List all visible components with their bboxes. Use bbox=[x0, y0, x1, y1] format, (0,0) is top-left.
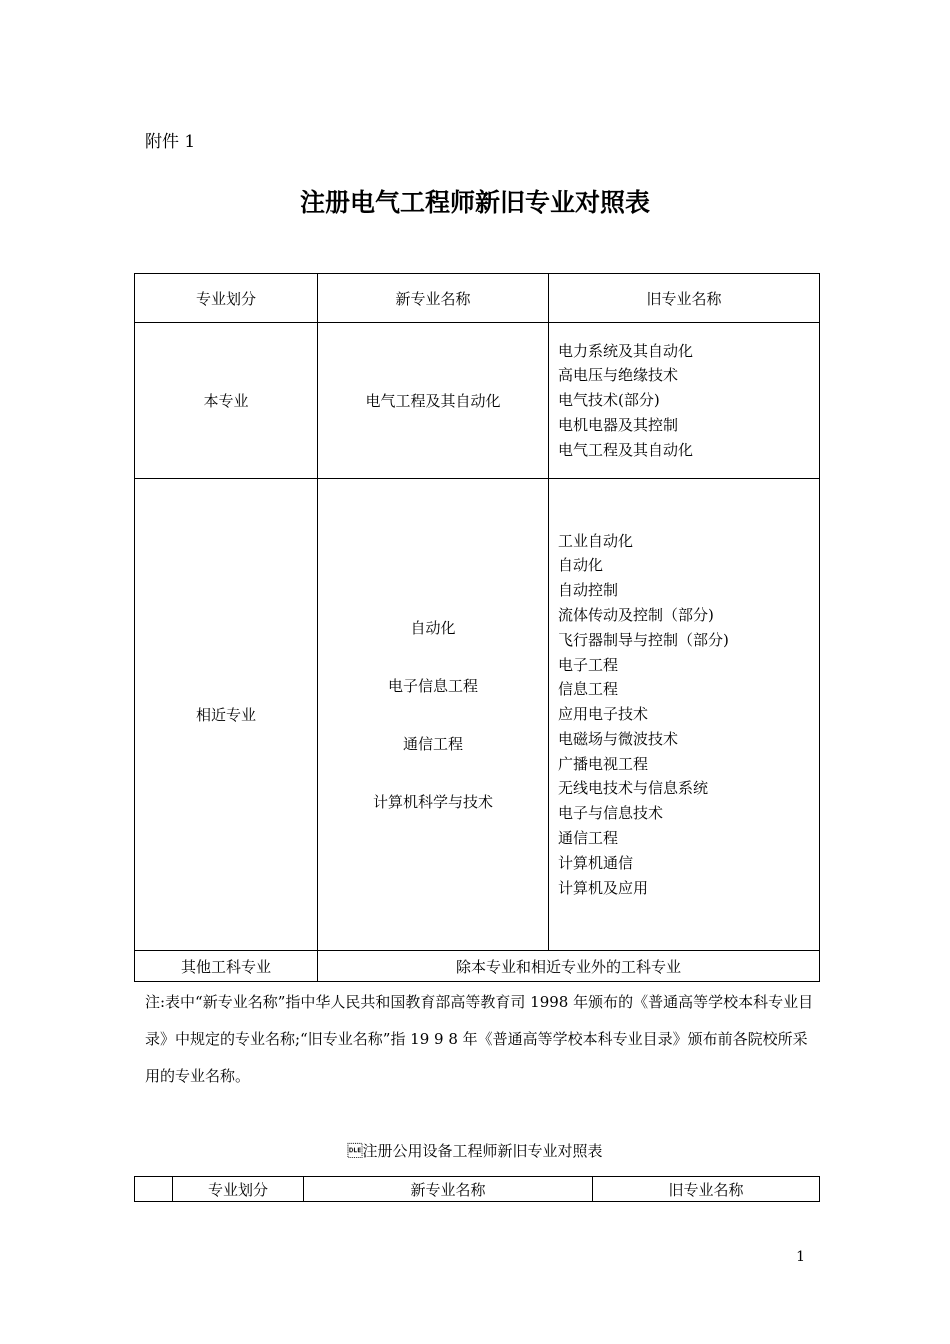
table-row-other-major bbox=[135, 951, 820, 982]
list-item: 电力系统及其自动化 bbox=[558, 341, 694, 360]
list-item: 高电压与绝缘技术 bbox=[558, 366, 679, 385]
list-item: 电机电器及其控制 bbox=[558, 415, 679, 434]
related-major-old-names bbox=[549, 479, 820, 951]
list-item: 自动化 bbox=[410, 618, 456, 637]
header-new-name: 新专业名称 bbox=[318, 274, 549, 323]
list-item: 飞行器制导与控制（部分) bbox=[558, 630, 729, 649]
table-note: 注:表中“新专业名称”指中华人民共和国教育部高等教育司 1998 年颁布的《普通高等学校本科专业目录》中规定的专业名称;“旧专业名称”指 19 9 8 年《普通高等学校本科专业目录》颁布前各院校所采用的专业名称。 bbox=[145, 993, 814, 1085]
second-table-title-text: 注册公用设备工程师新旧专业对照表 bbox=[362, 1142, 603, 1160]
list-item: 电子信息工程 bbox=[387, 676, 478, 695]
utility-engineer-table bbox=[134, 1176, 820, 1202]
second-table-title bbox=[0, 1140, 950, 1161]
list-item: 计算机科学与技术 bbox=[372, 792, 493, 811]
header-blank bbox=[135, 1177, 173, 1202]
page-number: 1 bbox=[796, 1249, 805, 1265]
other-major-category: 其他工科专业 bbox=[135, 951, 318, 982]
header-old-name: 旧专业名称 bbox=[593, 1177, 820, 1202]
table-row-this-major bbox=[135, 323, 820, 479]
list-item: 电气工程及其自动化 bbox=[558, 440, 694, 459]
header-category: 专业划分 bbox=[173, 1177, 304, 1202]
this-major-new-name: 电气工程及其自动化 bbox=[318, 323, 549, 479]
list-item: 流体传动及控制（部分) bbox=[558, 605, 714, 624]
list-item: 通信工程 bbox=[402, 734, 463, 753]
header-new-name: 新专业名称 bbox=[304, 1177, 593, 1202]
list-item: 广播电视工程 bbox=[558, 754, 649, 773]
header-old-name: 旧专业名称 bbox=[549, 274, 820, 323]
table-header-row bbox=[135, 1177, 820, 1202]
list-item: 信息工程 bbox=[558, 680, 619, 699]
attachment-label: 附件 1 bbox=[145, 132, 196, 152]
other-major-description: 除本专业和相近专业外的工科专业 bbox=[318, 951, 820, 982]
related-major-category: 相近专业 bbox=[135, 479, 318, 951]
list-item: 计算机及应用 bbox=[558, 878, 649, 897]
this-major-category: 本专业 bbox=[135, 323, 318, 479]
list-item: 电子工程 bbox=[558, 655, 619, 674]
table-header-row bbox=[135, 274, 820, 323]
related-major-new-names bbox=[318, 479, 549, 951]
title-marker-glyph:  bbox=[347, 1142, 363, 1160]
list-item: 电气技术(部分) bbox=[558, 391, 660, 410]
list-item: 无线电技术与信息系统 bbox=[558, 779, 709, 798]
list-item: 应用电子技术 bbox=[558, 705, 649, 724]
list-item: 电子与信息技术 bbox=[558, 804, 664, 823]
list-item: 电磁场与微波技术 bbox=[558, 729, 679, 748]
document-title: 注册电气工程师新旧专业对照表 bbox=[299, 188, 650, 217]
list-item: 自动化 bbox=[558, 556, 604, 575]
table-row-related-major bbox=[135, 479, 820, 951]
this-major-old-names bbox=[549, 323, 820, 479]
major-comparison-table bbox=[134, 273, 820, 982]
list-item: 自动控制 bbox=[558, 581, 619, 600]
list-item: 计算机通信 bbox=[558, 853, 634, 872]
list-item: 工业自动化 bbox=[558, 531, 634, 550]
list-item: 通信工程 bbox=[558, 829, 619, 848]
header-category: 专业划分 bbox=[135, 274, 318, 323]
